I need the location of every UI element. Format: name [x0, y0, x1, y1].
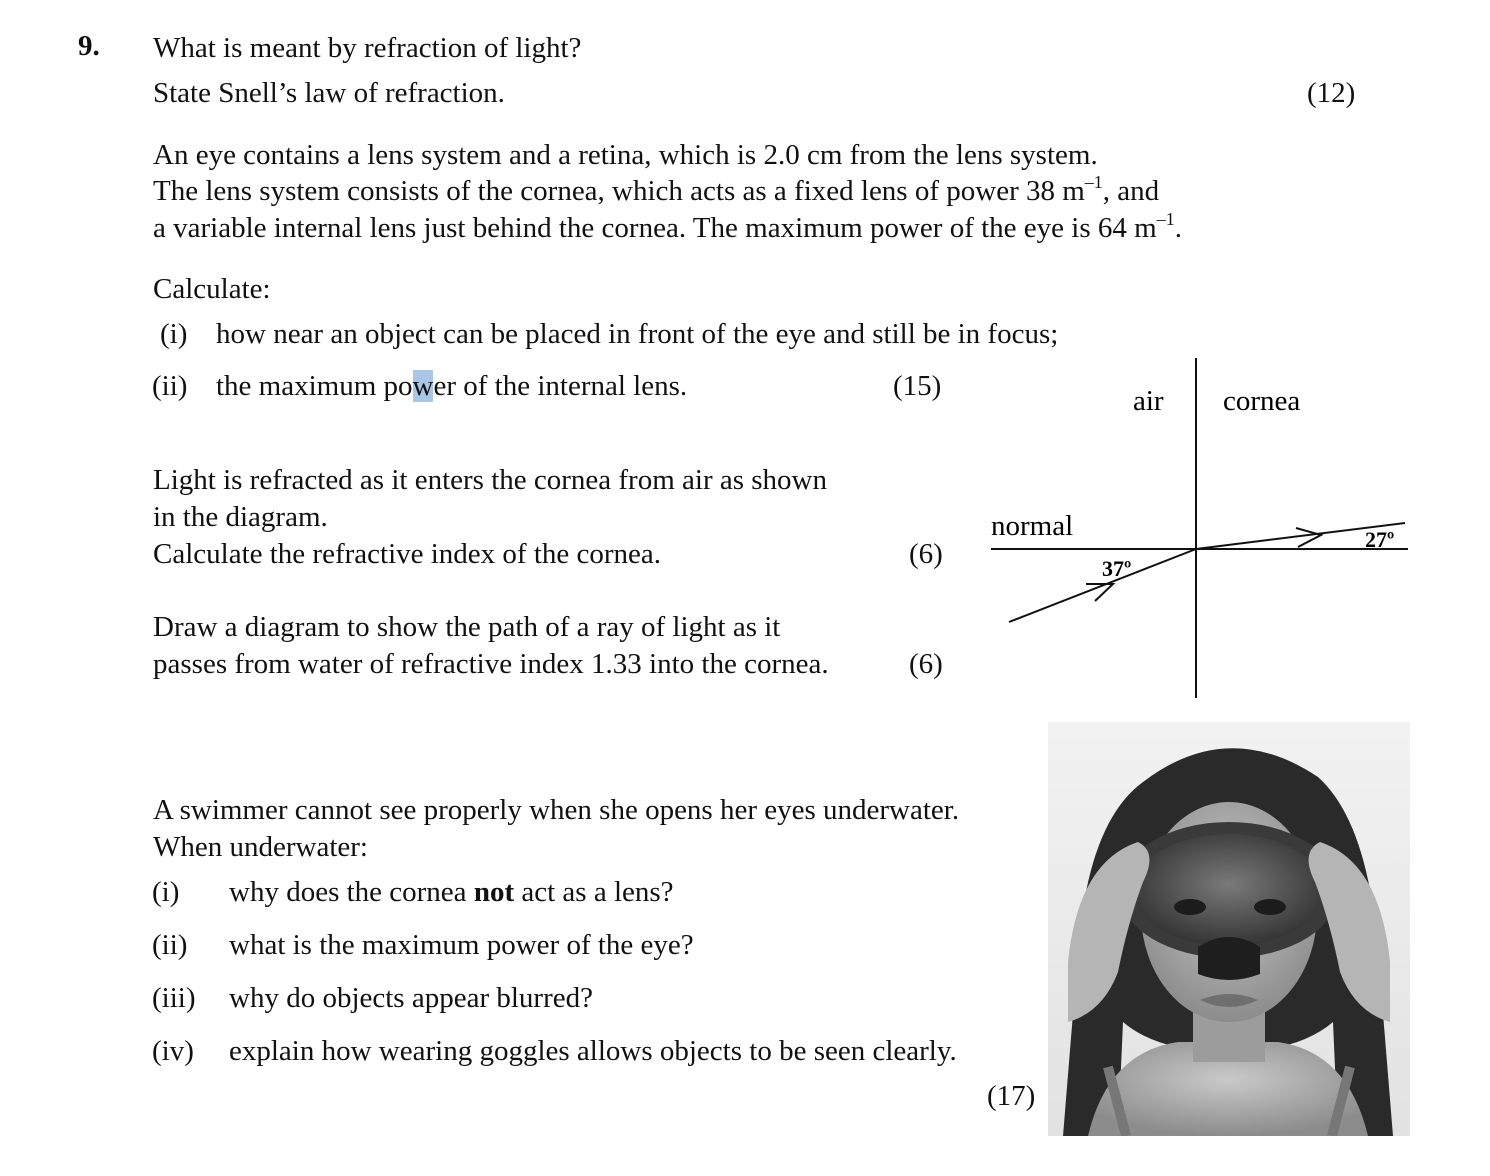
- part-d-line2: passes from water of refractive index 1.33 into the cornea.: [153, 648, 829, 680]
- angle-incident: 37º: [1102, 556, 1132, 581]
- part-c-line1: Light is refracted as it enters the cornea from air as shown: [153, 464, 827, 496]
- angle-refracted: 27º: [1365, 527, 1395, 552]
- part-e-marks: (17): [987, 1080, 1036, 1112]
- calculate-label: Calculate:: [153, 273, 271, 305]
- label-cornea: cornea: [1223, 385, 1301, 417]
- part-d-marks: (6): [909, 648, 943, 680]
- part-c-line3: Calculate the refractive index of the cornea.: [153, 538, 662, 570]
- part-d-line1: Draw a diagram to show the path of a ray of light as it: [153, 611, 781, 643]
- part-b-line1: An eye contains a lens system and a retina, which is 2.0 cm from the lens system.: [153, 139, 1098, 171]
- part-b-line3: a variable internal lens just behind the cornea. The maximum power of the eye is 64 $m^{-1}$.: [153, 209, 1182, 244]
- part-c-marks: (6): [909, 538, 943, 570]
- part-e-item1-text: why does the cornea not act as a lens?: [229, 876, 674, 908]
- part-e-item2-text: what is the maximum power of the eye?: [229, 929, 694, 961]
- part-e-item4-text: explain how wearing goggles allows objects to be seen clearly.: [229, 1035, 957, 1067]
- part-a-line2: State Snell’s law of refraction.: [153, 77, 505, 109]
- part-a-marks: (12): [1307, 77, 1356, 109]
- part-c-line2: in the diagram.: [153, 501, 328, 533]
- part-b-item2-num: (ii): [152, 370, 188, 402]
- refraction-diagram: [985, 350, 1415, 705]
- question-number: 9.: [78, 30, 100, 62]
- label-air: air: [1133, 385, 1164, 417]
- part-b-item1-text: how near an object can be placed in front of the eye and still be in focus;: [216, 318, 1059, 350]
- part-e-item3-num: (iii): [152, 982, 196, 1014]
- part-e-line1: A swimmer cannot see properly when she opens her eyes underwater.: [153, 794, 960, 826]
- refracted-arrow-icon: [1296, 528, 1321, 547]
- part-e-item1-num: (i): [152, 876, 180, 908]
- part-e-line2: When underwater:: [153, 831, 368, 863]
- part-b-item1-num: (i): [160, 318, 188, 350]
- part-b-line2: The lens system consists of the cornea, which acts as a fixed lens of power 38 $m^{-1}$, and: [153, 172, 1160, 207]
- text-selection-highlight: w: [412, 370, 434, 402]
- part-a-line1: What is meant by refraction of light?: [153, 32, 582, 64]
- part-b-marks: (15): [893, 370, 942, 402]
- swimmer-goggles-photo: [1048, 722, 1410, 1136]
- part-e-item4-num: (iv): [152, 1035, 194, 1067]
- part-e-item3-text: why do objects appear blurred?: [229, 982, 593, 1014]
- part-b-item2-text: the maximum power of the internal lens.: [216, 370, 688, 402]
- label-normal: normal: [991, 510, 1074, 542]
- part-e-item2-num: (ii): [152, 929, 188, 961]
